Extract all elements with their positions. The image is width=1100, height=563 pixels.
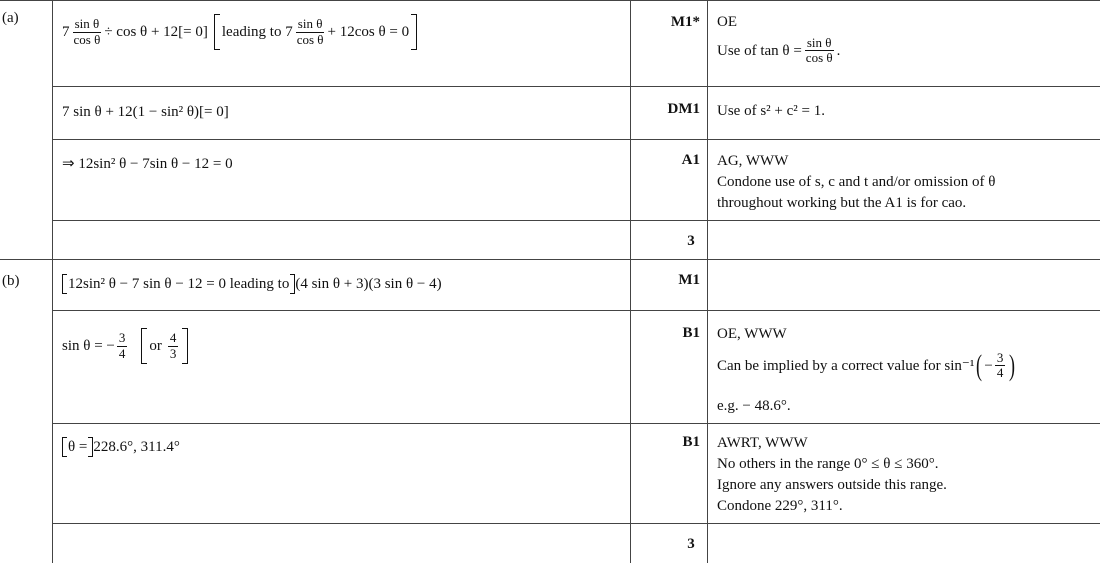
method-b1 <box>62 274 442 294</box>
row-divider <box>0 259 1100 260</box>
paren: ) <box>1009 348 1016 382</box>
note-b3-line4: Condone 229°, 311°. <box>717 498 843 514</box>
row-divider <box>52 423 1100 424</box>
col-divider <box>707 0 708 563</box>
note-text: Use of tan θ = <box>717 42 802 59</box>
part-label-a: (a) <box>2 10 19 26</box>
note-text: Can be implied by a correct value for sin⁻¹ <box>717 357 975 374</box>
mark-a3: A1 <box>681 152 700 168</box>
numerator: sin θ <box>806 35 832 50</box>
denominator: cos θ <box>73 31 101 47</box>
note-text: − <box>984 357 993 374</box>
note-a3-line2: Condone use of s, c and t and/or omission of θ <box>717 174 996 190</box>
numerator: sin θ <box>297 16 323 32</box>
bracket <box>141 328 147 364</box>
method-text: or <box>149 338 162 354</box>
bracket <box>214 14 220 50</box>
method-text: (4 sin θ + 3)(3 sin θ − 4) <box>295 276 442 292</box>
method-a1 <box>62 14 417 50</box>
fraction <box>72 17 103 47</box>
bracket <box>62 437 67 457</box>
total-b: 3 <box>687 536 695 552</box>
fraction <box>804 36 835 66</box>
note-a1-line2 <box>717 36 840 66</box>
note-a3-line3: throughout working but the A1 is for cao. <box>717 195 967 211</box>
mark-b1: M1 <box>678 272 700 288</box>
numerator: 3 <box>996 350 1004 365</box>
bracket <box>182 328 188 364</box>
bracket <box>62 274 67 294</box>
bracket <box>411 14 417 50</box>
method-text: + 12cos θ = 0 <box>327 24 410 40</box>
method-text: 228.6°, 311.4° <box>93 439 180 455</box>
mark-a1: M1* <box>670 14 700 30</box>
method-text: leading to 7 <box>221 24 293 40</box>
part-label-b: (b) <box>2 273 20 289</box>
row-divider <box>0 0 1100 1</box>
row-divider <box>52 310 1100 311</box>
col-divider <box>52 0 53 563</box>
fraction <box>295 17 326 47</box>
denominator: 4 <box>996 365 1004 381</box>
method-b2 <box>62 328 188 364</box>
method-text: sin θ = − <box>62 338 115 354</box>
note-a3-line1: AG, WWW <box>717 153 789 169</box>
mark-b2: B1 <box>682 325 700 341</box>
denominator: 4 <box>118 345 126 361</box>
fraction <box>995 351 1006 381</box>
method-text: θ = <box>68 439 88 455</box>
note-b3-line3: Ignore any answers outside this range. <box>717 477 947 493</box>
note-b3-line1: AWRT, WWW <box>717 435 808 451</box>
paren: ( <box>976 348 983 382</box>
denominator: 3 <box>169 345 177 361</box>
note-b2-line1: OE, WWW <box>717 326 787 342</box>
note-a2: Use of s² + c² = 1. <box>717 103 825 119</box>
fraction <box>117 331 128 361</box>
numerator: sin θ <box>74 16 100 32</box>
row-divider <box>52 523 1100 524</box>
mark-b3: B1 <box>682 434 700 450</box>
note-a1-line1: OE <box>717 14 737 30</box>
fraction <box>168 331 179 361</box>
mark-a2: DM1 <box>667 101 700 117</box>
numerator: 3 <box>118 330 126 346</box>
denominator: cos θ <box>805 50 833 66</box>
method-a3: ⇒ 12sin² θ − 7sin θ − 12 = 0 <box>62 156 233 172</box>
method-a2: 7 sin θ + 12(1 − sin² θ)[= 0] <box>62 104 229 120</box>
row-divider <box>52 139 1100 140</box>
method-text: ÷ cos θ + 12[= 0] <box>104 24 208 40</box>
method-b3 <box>62 437 180 457</box>
total-a: 3 <box>687 233 695 249</box>
note-b3-line2: No others in the range 0° ≤ θ ≤ 360°. <box>717 456 939 472</box>
row-divider <box>52 220 1100 221</box>
note-text: . <box>836 42 841 59</box>
note-b2-line3: e.g. − 48.6°. <box>717 398 791 414</box>
method-text: 12sin² θ − 7 sin θ − 12 = 0 leading to <box>68 276 290 292</box>
note-b2-line2 <box>717 348 1017 382</box>
method-text: 7 <box>62 24 70 40</box>
numerator: 4 <box>169 330 177 346</box>
row-divider <box>52 86 1100 87</box>
denominator: cos θ <box>296 31 324 47</box>
